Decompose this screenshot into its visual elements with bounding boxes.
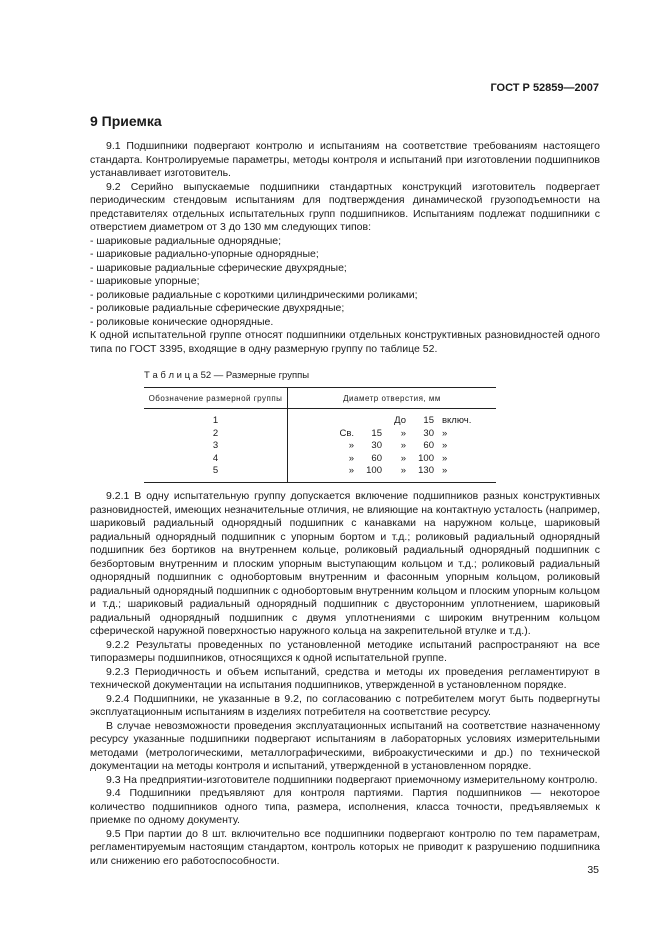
range-from: 60 — [371, 452, 382, 464]
range-prefix: » — [348, 465, 354, 476]
text-block-bottom — [90, 490, 600, 868]
list-item: - шариковые упорные; — [90, 275, 200, 287]
range-to: 100 — [418, 452, 434, 464]
diameter-cell — [288, 440, 497, 453]
table-caption: Т а б л и ц а 52 — Размерные группы — [144, 370, 310, 381]
paragraph-9-2-3: 9.2.3 Периодичность и объем испытаний, средства и методы их проведения регламентируют в технической документации на испытания подшипников, утвержденной в установленном порядке. — [90, 665, 600, 691]
range-from — [358, 415, 386, 428]
paragraph-9-4: 9.4 Подшипники предъявляют для контроля партиями. Партия подшипников — некоторое количество подшипников одного типа, размера, исполнения, класса точности, предъявляемых к приемке по одному документу. — [90, 787, 600, 826]
range-prefix: » — [348, 452, 354, 464]
diameter-cell — [288, 428, 497, 441]
diameter-cell — [288, 453, 497, 466]
range-from: 100 — [366, 465, 382, 476]
range-from: 15 — [371, 427, 382, 439]
range-word: » — [400, 452, 406, 464]
paragraph-9-5: 9.5 При партии до 8 шт. включительно все подшипники подвергают контролю по тем параметрам, регламентируемым настоящим стандартом, контроль которых не приводит к разрушению подшипника или снижению его работоспособности. — [90, 827, 600, 867]
page-number: 35 — [587, 864, 599, 876]
paragraph-9-3: 9.3 На предприятии-изготовителе подшипники подвергают приемочному измерительному контролю. — [106, 773, 598, 786]
table-header-group: Обозначение размерной группы — [144, 388, 288, 409]
list-item: - роликовые конические однорядные. — [90, 315, 274, 328]
range-to: 15 — [423, 415, 434, 426]
range-word: » — [400, 440, 406, 451]
paragraph-group-definition: К одной испытательной группе относят подшипники отдельных конструктивных разновидностей одного типа по ГОСТ 3395, входящие в одну размерную группу по таблице 52. — [90, 329, 600, 355]
table-row — [144, 440, 496, 453]
range-suffix: » — [442, 440, 448, 451]
list-item: - шариковые радиально-упорные однорядные; — [90, 248, 319, 260]
section-title: 9 Приемка — [90, 113, 162, 129]
paragraph-9-2: 9.2 Серийно выпускаемые подшипники стандартных конструкций изготовитель подвергает периодическим стендовым испытаниям для подтверждения динамической грузоподъемности на представителях отдельных испытательных групп подшипников. Испытаниям подлежат подшипники с отверстием диаметром от 3 до 130 мм следующих типов: — [90, 180, 600, 233]
text-block-top — [90, 140, 600, 356]
range-prefix — [310, 415, 358, 428]
group-cell: 5 — [144, 465, 288, 482]
table-header-diameter: Диаметр отверстия, мм — [288, 388, 497, 409]
table-row — [144, 428, 496, 441]
group-cell: 3 — [144, 440, 288, 453]
range-suffix: » — [442, 427, 448, 439]
paragraph-9-1: 9.1 Подшипники подвергают контролю и испытаниям на соответствие требованиям настоящего стандарта. Контролируемые параметры, методы контроля и испытаний при изготовлении подшипников устанавливает изготовитель. — [90, 140, 600, 179]
range-suffix: включ. — [442, 415, 472, 426]
list-item: - роликовые радиальные с короткими цилиндрическими роликами; — [90, 288, 418, 301]
range-prefix: Св. — [339, 427, 354, 439]
range-suffix: » — [442, 452, 448, 464]
range-from: 30 — [371, 440, 382, 451]
range-word: » — [400, 465, 406, 476]
paragraph-9-2-2: 9.2.2 Результаты проведенных по установленной методике испытаний распространяют на все типоразмеры подшипников, относящихся к одной испытательной группе. — [90, 638, 600, 664]
range-to: 60 — [423, 440, 434, 451]
table-row — [144, 465, 496, 482]
range-to: 30 — [423, 427, 434, 439]
group-cell: 2 — [144, 428, 288, 441]
paragraph-9-2-1: 9.2.1 В одну испытательную группу допускается включение подшипников разных конструктивных разновидностей, имеющих незначительные отличия, не влияющие на контактную усталость (например, шариковый радиальный однорядный подшипник с канавками на наружном кольце, шариковый радиальный однорядный подшипник с упорным бортом и т.д.; роликовый радиальный однорядный подшипник без бортиков на внутреннем кольце, роликовый радиальный однорядный подшипник с безбортовым внутренним и плоским упорным выступающим кольцом и т.д.; роликовый радиальный однорядный подшипник с однобортовым внутренним и фасонным упорным кольцом, роликовый радиальный однорядный подшипник с однобортовым внутренним кольцом и плоским упорным кольцом и т.д.; шариковый радиальный однорядный подшипник с двусторонним уплотнением, шариковый радиальный однорядный подшипник с двумя уплотнениями с широким внутренним кольцом сферической наружной поверхностью наружного кольца на закрепительной втулке и т.д.). — [90, 490, 600, 637]
standard-code: ГОСТ Р 52859—2007 — [490, 82, 599, 94]
range-to: 130 — [418, 465, 434, 476]
list-item: - роликовые радиальные сферические двухрядные; — [90, 302, 345, 314]
size-groups-table — [144, 387, 496, 483]
table-row — [144, 453, 496, 466]
range-word: До — [394, 415, 406, 426]
paragraph-9-2-4: 9.2.4 Подшипники, не указанные в 9.2, по согласованию с потребителем могут быть подвергнуты эксплуатационным испытаниям в изделиях потребителя на соответствие ресурсу. — [90, 692, 600, 718]
group-cell: 1 — [144, 409, 288, 428]
paragraph-lab-testing: В случае невозможности проведения эксплуатационных испытаний на соответствие назначенному ресурсу указанные подшипники подвергают испытаниям в лабораторных условиях измерительными методами (метрологическими, металлографическими, виброакустическими и др.) по технической документации на методы контроля и испытаний, утвержденной в установленном порядке. — [90, 719, 600, 772]
group-cell: 4 — [144, 453, 288, 466]
diameter-cell — [288, 465, 497, 482]
list-item: - шариковые радиальные сферические двухрядные; — [90, 261, 347, 274]
range-suffix: » — [442, 465, 448, 476]
list-item: - шариковые радиальные однорядные; — [90, 234, 282, 247]
range-prefix: » — [348, 440, 354, 451]
range-word: » — [400, 427, 406, 439]
diameter-cell — [288, 409, 497, 428]
table-row — [144, 409, 496, 428]
